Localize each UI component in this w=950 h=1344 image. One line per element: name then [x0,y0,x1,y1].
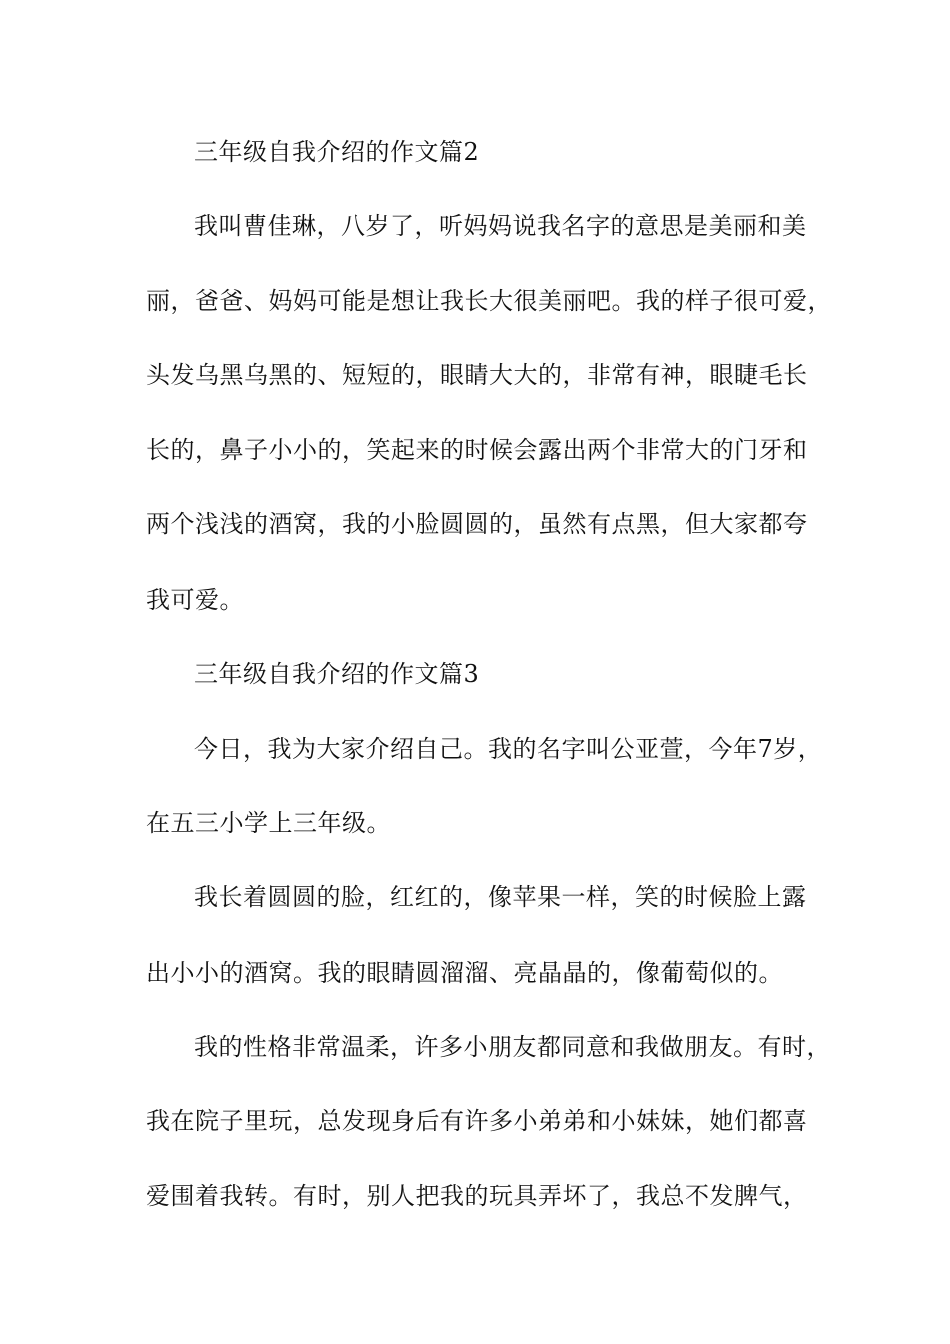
paragraph-line: 我在院子里玩，总发现身后有许多小弟弟和小妹妹，她们都喜 [146,1107,808,1135]
paragraph-line: 我的性格非常温柔，许多小朋友都同意和我做朋友。有时， [194,1033,831,1061]
paragraph-line: 今日，我为大家介绍自己。我的名字叫公亚萱，今年7岁， [194,735,823,763]
paragraph-line: 我长着圆圆的脸，红红的，像苹果一样，笑的时候脸上露 [194,883,807,911]
paragraph-line: 长的，鼻子小小的，笑起来的时候会露出两个非常大的门牙和 [146,436,808,464]
paragraph-line: 爱围着我转。有时，别人把我的玩具弄坏了，我总不发脾气， [146,1182,808,1210]
section-heading-3: 三年级自我介绍的作文篇3 [194,660,480,688]
paragraph-line: 头发乌黑乌黑的、短短的，眼睛大大的，非常有神，眼睫毛长 [146,361,808,389]
section-heading-2: 三年级自我介绍的作文篇2 [194,138,480,166]
paragraph-line: 在五三小学上三年级。 [146,809,391,837]
paragraph-line: 我可爱。 [146,586,244,614]
paragraph-line: 丽，爸爸、妈妈可能是想让我长大很美丽吧。我的样子很可爱， [146,287,832,315]
paragraph-line: 两个浅浅的酒窝，我的小脸圆圆的，虽然有点黑，但大家都夸 [146,510,808,538]
paragraph-line: 我叫曹佳琳，八岁了，听妈妈说我名字的意思是美丽和美 [194,212,807,240]
paragraph-line: 出小小的酒窝。我的眼睛圆溜溜、亮晶晶的，像葡萄似的。 [146,959,783,987]
